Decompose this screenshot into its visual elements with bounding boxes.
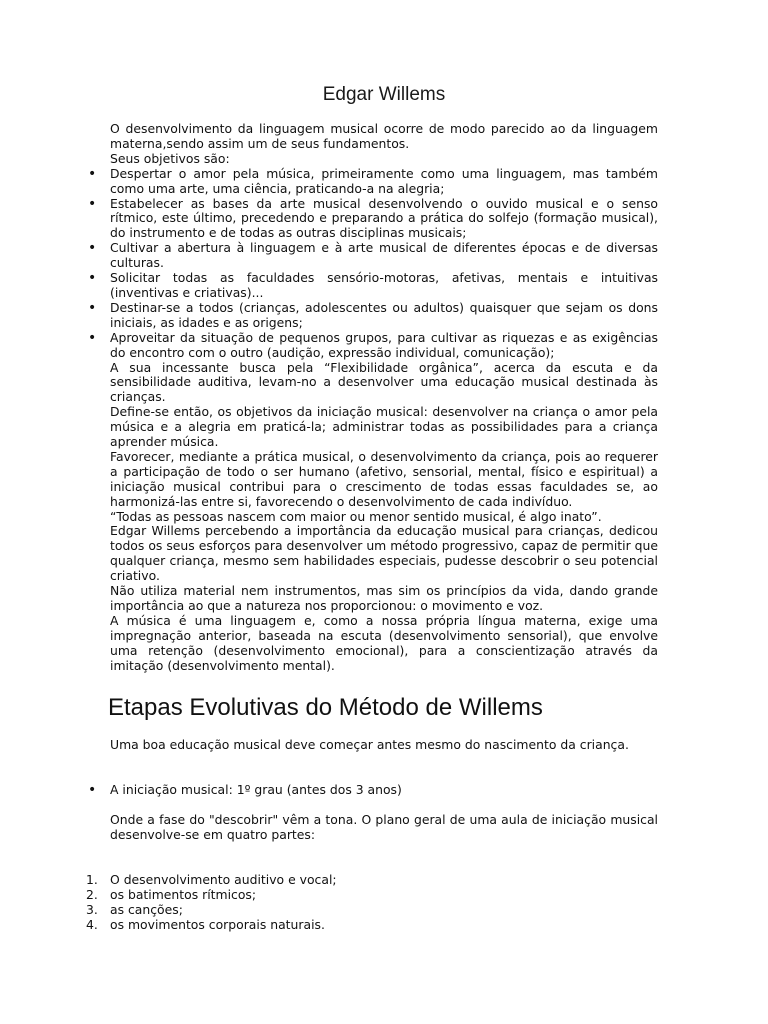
body-paragraph: A música é uma linguagem e, como a nossa própria língua materna, exige uma impregnação anterior, baseada na escuta (desenvolvimento sensorial), que envolve uma retenção (desenvolvimento emocional), para a conscientização através da imitação (desenvolvimento mental). xyxy=(110,612,658,673)
list-item xyxy=(88,240,658,271)
list-item-text: Despertar o amor pela música, primeiramente como uma linguagem, mas também como uma arte, uma ciência, praticando-a na alegria; xyxy=(110,165,658,196)
list-item-text: os batimentos rítmicos; xyxy=(110,886,257,902)
list-item xyxy=(88,270,658,301)
bullet-icon: • xyxy=(88,782,97,798)
body-paragraph: Define-se então, os objetivos da iniciação musical: desenvolver na criança o amor pela música e a alegria em praticá-la; administrar todas as possibilidades para a criança aprender música. xyxy=(110,404,658,450)
list-item-text: Destinar-se a todos (crianças, adolescentes ou adultos) quaisquer que sejam os dons iniciais, as idades e as origens; xyxy=(110,299,658,330)
list-item xyxy=(86,901,658,918)
intro-paragraph: O desenvolvimento da linguagem musical ocorre de modo parecido ao da linguagem materna,sendo assim um de seus fundamentos. xyxy=(110,121,658,151)
quote-paragraph: “Todas as pessoas nascem com maior ou menor sentido musical, é algo inato”. xyxy=(110,508,602,524)
doc-body xyxy=(88,121,658,674)
list-item xyxy=(86,916,658,933)
body-paragraph: Edgar Willems percebendo a importância da educação musical para crianças, dedicou todos os seus esforços para desenvolver um método progressivo, capaz de permitir que qualquer criança, mesmo sem habilidades especiais, pudesse descobrir o seu potencial criativo. xyxy=(110,523,658,584)
list-item xyxy=(86,886,658,903)
section-heading: Etapas Evolutivas do Método de Willems xyxy=(108,694,543,721)
bullet-icon: • xyxy=(88,195,97,212)
stage-paragraph: Onde a fase do "descobrir" vêm a tona. O plano geral de uma aula de iniciação musical desenvolve-se em quatro partes: xyxy=(110,812,658,842)
list-item xyxy=(88,329,658,361)
doc-title: Edgar Willems xyxy=(322,84,446,105)
bullet-icon: • xyxy=(88,270,97,287)
list-item-text: Aproveitar da situação de pequenos grupos, para cultivar as riquezas e as exigências do encontro com o outro (audição, expressão individual, comunicação); xyxy=(110,329,658,360)
list-number: 4. xyxy=(86,916,98,932)
list-item-text: as canções; xyxy=(110,901,183,917)
bullet-icon: • xyxy=(88,299,97,316)
list-item xyxy=(88,165,658,197)
list-item-text: O desenvolvimento auditivo e vocal; xyxy=(110,872,337,887)
list-item-text: Estabelecer as bases da arte musical desenvolvendo o ouvido musical e o senso rítmico, este último, precedendo e preparando a prática do solfejo (formação musical), do instrumento e de todas as outras disciplinas musicais; xyxy=(110,195,658,241)
bullet-icon: • xyxy=(88,329,97,346)
steps-list xyxy=(86,872,658,933)
list-number: 2. xyxy=(86,886,98,902)
body-paragraph: Favorecer, mediante a prática musical, o desenvolvimento da criança, pois ao requerer a participação de todo o ser humano (afetivo, sensorial, mental, físico e espiritual) a iniciação musical contribui para o crescimento de todas essas faculdades se, ao harmonizá-las entre si, favorecendo o desenvolvimento de cada indivíduo. xyxy=(110,448,658,509)
objectives-label: Seus objetivos são: xyxy=(110,150,230,166)
stage-label: A iniciação musical: 1º grau (antes dos 3 anos) xyxy=(110,782,402,797)
list-number: 3. xyxy=(86,901,98,917)
bullet-icon: • xyxy=(88,240,97,257)
list-item-text: os movimentos corporais naturais. xyxy=(110,916,325,932)
list-item xyxy=(88,195,658,242)
list-number: 1. xyxy=(86,872,98,887)
body-paragraph: Não utiliza material nem instrumentos, mas sim os princípios da vida, dando grande importância ao que a natureza nos proporcionou: o movimento e voz. xyxy=(110,583,658,613)
list-item xyxy=(88,299,658,331)
bullet-icon: • xyxy=(88,165,97,182)
list-item-text: Cultivar a abertura à linguagem e à arte musical de diferentes épocas e de diversas culturas. xyxy=(110,240,658,271)
list-item-text: Solicitar todas as faculdades sensório-motoras, afetivas, mentais e intuitivas (inventivas e criativas)... xyxy=(110,270,658,300)
section-intro: Uma boa educação musical deve começar antes mesmo do nascimento da criança. xyxy=(110,737,629,752)
list-item xyxy=(86,872,658,888)
body-paragraph: A sua incessante busca pela “Flexibilidade orgânica”, acerca da escuta e da sensibilidade auditiva, levam-no a desenvolver uma educação musical destinada às crianças. xyxy=(110,359,658,405)
stage-list-item xyxy=(88,782,658,798)
